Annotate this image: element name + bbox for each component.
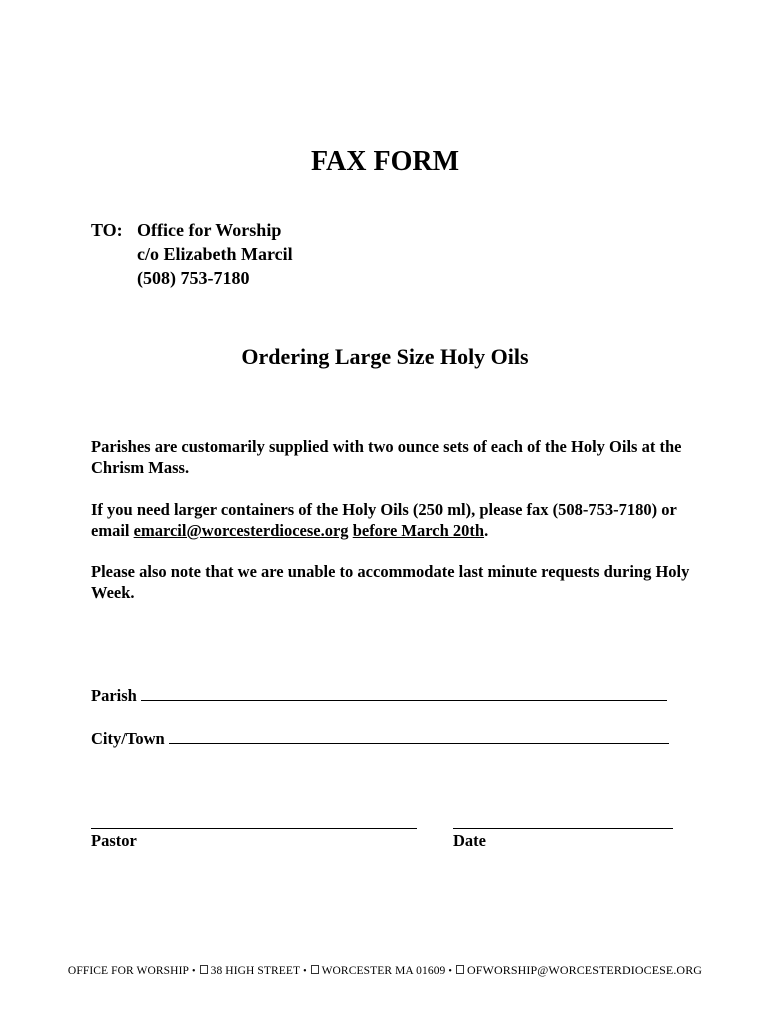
email-link[interactable]: emarcil@worcesterdiocese.org [133, 521, 349, 540]
pastor-label: Pastor [91, 831, 137, 850]
footer-bullet-1: • [192, 966, 196, 977]
footer-street: 38 HIGH STREET [210, 965, 301, 977]
to-label: TO: [91, 220, 123, 240]
separator-box-icon [200, 965, 208, 974]
ordering-paragraph [91, 499, 691, 541]
parish-input-line[interactable] [141, 685, 667, 701]
form-subtitle: Ordering Large Size Holy Oils [241, 344, 529, 369]
recipient-lines [137, 218, 293, 290]
parish-label: Parish [91, 686, 137, 705]
city-field [91, 728, 669, 749]
page-title: FAX FORM [311, 146, 459, 177]
ordering-period: . [484, 521, 489, 540]
footer-city: WORCESTER MA 01609 [321, 965, 446, 977]
separator-box-icon [311, 965, 319, 974]
footer-bullet-3: • [448, 966, 453, 977]
supply-paragraph: Parishes are customarily supplied with two ounce sets of each of the Holy Oils at the Chrism Mass. [91, 437, 682, 477]
deadline-text: before March 20th [352, 521, 485, 540]
footer-email: OFWORSHIP@WORCESTERDIOCESE.ORG [467, 963, 703, 977]
parish-field [91, 685, 667, 706]
pastor-signature-line[interactable] [91, 828, 417, 829]
ordering-text: If you need larger containers of the Holy Oils (250 ml), please fax (508-753-7180) or email [91, 500, 677, 540]
separator-box-icon [456, 965, 464, 974]
date-signature-line[interactable] [453, 828, 673, 829]
recipient-office: Office for Worship [137, 220, 282, 240]
footer-office: OFFICE FOR WORSHIP [67, 965, 190, 977]
city-label: City/Town [91, 729, 165, 748]
recipient-phone: (508) 753-7180 [137, 268, 250, 288]
footer-address [0, 963, 770, 978]
city-input-line[interactable] [169, 728, 669, 744]
recipient-contact: c/o Elizabeth Marcil [137, 244, 293, 264]
note-paragraph: Please also note that we are unable to accommodate last minute requests during Holy Week. [91, 562, 690, 602]
date-label: Date [453, 831, 486, 850]
footer-bullet-2: • [303, 966, 307, 977]
